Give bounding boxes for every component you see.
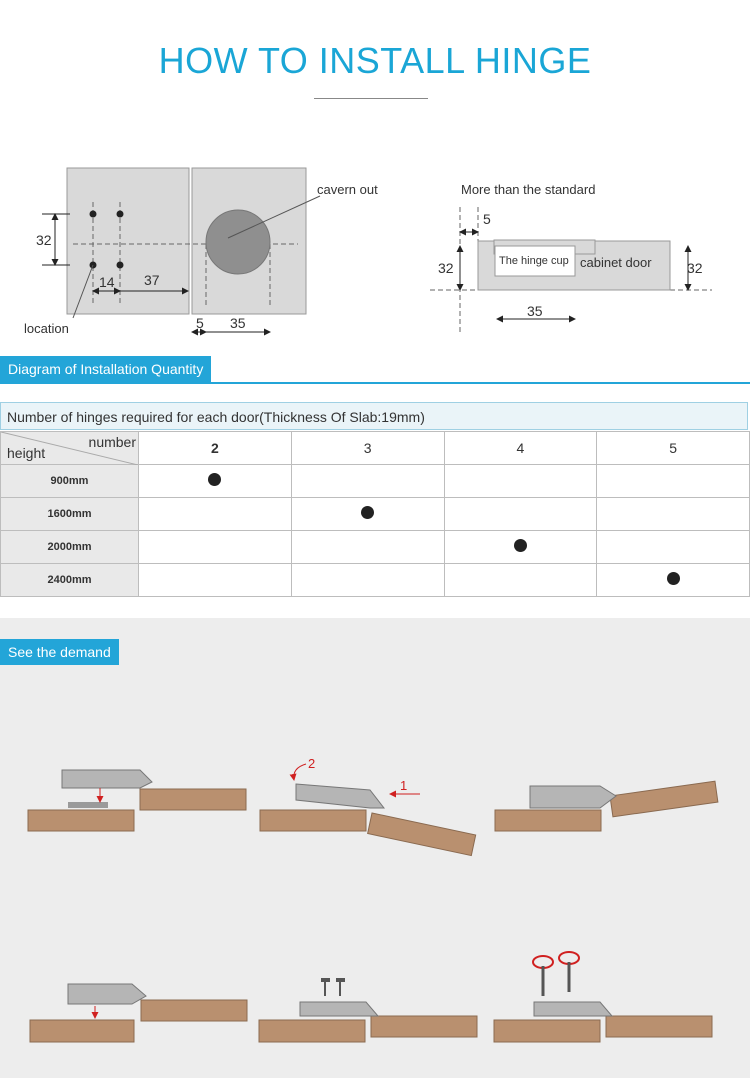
table-cell	[444, 498, 597, 531]
step-6	[494, 952, 712, 1042]
dim-5-left: 5	[196, 315, 204, 331]
table-row	[1, 531, 750, 564]
row-label: 900mm	[1, 465, 139, 498]
table-cell	[139, 564, 292, 597]
section-demand-header: See the demand	[0, 639, 119, 665]
col-header: 3	[291, 432, 444, 465]
step-5	[259, 978, 477, 1042]
table-cell	[597, 564, 750, 597]
corner-height: height	[7, 445, 46, 461]
step-2-number-1: 1	[400, 778, 408, 793]
table-row	[1, 465, 750, 498]
installation-diagram	[0, 0, 750, 345]
step-1	[28, 770, 246, 831]
table-cell	[139, 465, 292, 498]
page-title: HOW TO INSTALL HINGE	[158, 40, 592, 81]
row-label: 2400mm	[1, 564, 139, 597]
table-row	[1, 564, 750, 597]
table-cell	[139, 498, 292, 531]
table-cell	[139, 531, 292, 564]
cabinet-panel-left	[67, 168, 189, 314]
step-4	[30, 984, 247, 1042]
table-cell	[597, 531, 750, 564]
dim-32-left: 32	[36, 232, 52, 248]
col-header: 5	[597, 432, 750, 465]
table-cell	[291, 531, 444, 564]
hole-dot	[117, 211, 124, 218]
step-2	[260, 756, 476, 856]
step-2-number-2: 2	[308, 756, 316, 771]
dim-32-right-a: 32	[438, 260, 454, 276]
section-quantity-header: Diagram of Installation Quantity	[0, 356, 211, 382]
section-quantity-rule	[0, 382, 750, 384]
table-cell	[291, 564, 444, 597]
label-hinge-cup: The hinge cup	[499, 255, 569, 267]
hole-dot	[117, 262, 124, 269]
row-label: 2000mm	[1, 531, 139, 564]
step-3	[495, 781, 718, 831]
dim-35-left: 35	[230, 315, 246, 331]
table-cell	[444, 564, 597, 597]
table-cell	[444, 531, 597, 564]
dim-35-right: 35	[527, 303, 543, 319]
marker-dot	[514, 539, 527, 552]
table-cell	[597, 465, 750, 498]
dim-32-right-b: 32	[687, 260, 703, 276]
table-caption: Number of hinges required for each door(Thickness Of Slab:19mm)	[0, 402, 748, 430]
label-location: location	[24, 321, 69, 336]
caption-more-than-standard: More than the standard	[461, 182, 596, 197]
cup-hole	[206, 210, 270, 274]
dim-37: 37	[144, 272, 160, 288]
marker-dot	[667, 572, 680, 585]
table-cell	[291, 498, 444, 531]
table-cell	[597, 498, 750, 531]
col-header: 2	[139, 432, 292, 465]
label-cabinet-door: cabinet door	[580, 255, 652, 270]
hole-dot	[90, 211, 97, 218]
table-cell	[444, 465, 597, 498]
dim-5-right: 5	[483, 211, 491, 227]
installation-steps	[0, 618, 750, 1078]
col-header: 4	[444, 432, 597, 465]
marker-dot	[361, 506, 374, 519]
dim-14: 14	[99, 274, 115, 290]
marker-dot	[208, 473, 221, 486]
table-cell	[291, 465, 444, 498]
hinge-quantity-table	[0, 431, 750, 597]
label-cavern-out: cavern out	[317, 182, 378, 197]
row-label: 1600mm	[1, 498, 139, 531]
corner-number: number	[88, 434, 136, 450]
table-corner-cell	[1, 432, 139, 465]
table-row	[1, 498, 750, 531]
table-header-row	[1, 432, 750, 465]
